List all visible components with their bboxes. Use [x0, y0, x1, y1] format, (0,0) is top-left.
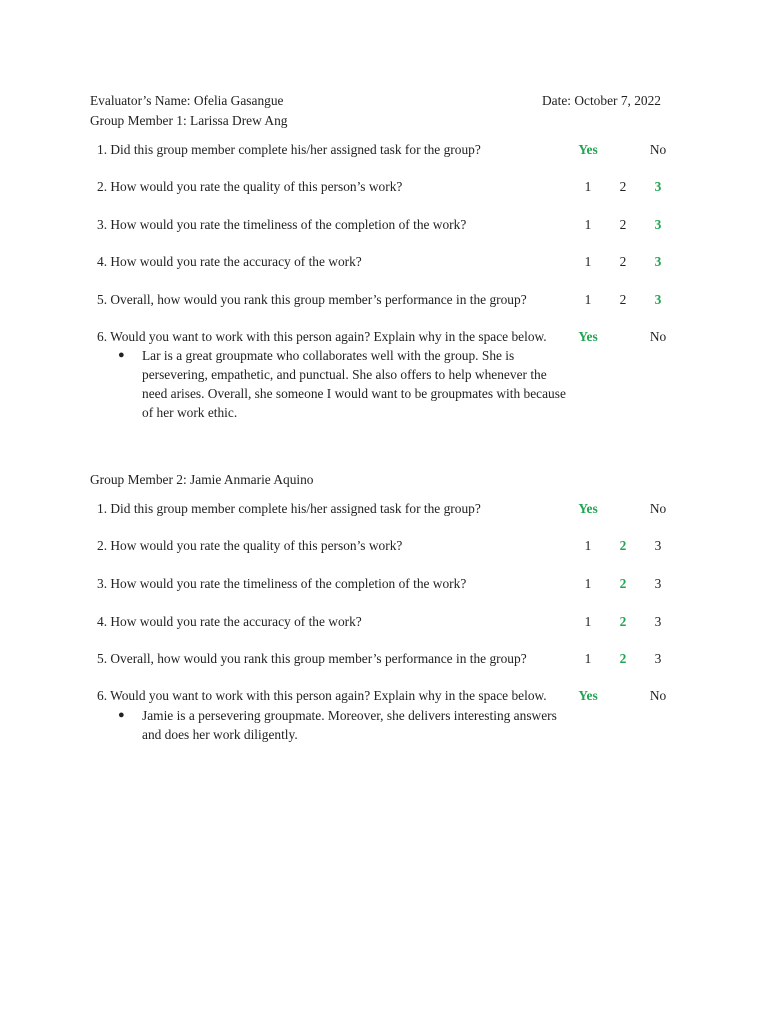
question-text: 2. How would you rate the quality of this person’s work?	[97, 179, 403, 194]
bullet-icon: ●	[118, 349, 125, 361]
member-name: Group Member 2: Jamie Anmarie Aquino	[90, 472, 314, 487]
question-text: 6. Would you want to work with this person again? Explain why in the space below.	[97, 329, 547, 344]
rating-option[interactable]: No	[649, 501, 667, 516]
comment-text: Lar is a great groupmate who collaborates well with the group. She is persevering, empathetic, and punctual. She also offers to help whenever the need arises. Overall, she someone I would want to be groupmates with because of her work ethic.	[142, 348, 566, 420]
question-text: 2. How would you rate the quality of this person’s work?	[97, 538, 403, 553]
selected-rating-option[interactable]: 3	[654, 292, 662, 307]
rating-option[interactable]: 2	[619, 179, 627, 194]
selected-rating-option[interactable]: Yes	[578, 142, 598, 157]
evaluator-name: Evaluator’s Name: Ofelia Gasangue	[90, 93, 284, 108]
selected-rating-option[interactable]: 2	[619, 614, 627, 629]
rating-option[interactable]: No	[649, 688, 667, 703]
rating-option[interactable]: 3	[654, 538, 662, 553]
rating-option[interactable]: No	[649, 142, 667, 157]
question-text: 4. How would you rate the accuracy of the work?	[97, 614, 362, 629]
question-text: 3. How would you rate the timeliness of the completion of the work?	[97, 217, 467, 232]
question-text: 1. Did this group member complete his/her assigned task for the group?	[97, 501, 481, 516]
rating-option[interactable]: 1	[584, 254, 592, 269]
question-text: 5. Overall, how would you rank this group member’s performance in the group?	[97, 292, 527, 307]
selected-rating-option[interactable]: Yes	[578, 688, 598, 703]
selected-rating-option[interactable]: 2	[619, 576, 627, 591]
rating-option[interactable]: 1	[584, 217, 592, 232]
selected-rating-option[interactable]: 3	[654, 254, 662, 269]
rating-option[interactable]: No	[649, 329, 667, 344]
rating-option[interactable]: 2	[619, 217, 627, 232]
rating-option[interactable]: 3	[654, 576, 662, 591]
evaluation-date: Date: October 7, 2022	[542, 93, 661, 108]
selected-rating-option[interactable]: 2	[619, 651, 627, 666]
rating-option[interactable]: 3	[654, 651, 662, 666]
selected-rating-option[interactable]: 2	[619, 538, 627, 553]
question-text: 3. How would you rate the timeliness of the completion of the work?	[97, 576, 467, 591]
rating-option[interactable]: 2	[619, 292, 627, 307]
rating-option[interactable]: 1	[584, 538, 592, 553]
rating-option[interactable]: 3	[654, 614, 662, 629]
question-text: 1. Did this group member complete his/her assigned task for the group?	[97, 142, 481, 157]
question-text: 6. Would you want to work with this person again? Explain why in the space below.	[97, 688, 547, 703]
bullet-icon: ●	[118, 709, 125, 721]
selected-rating-option[interactable]: Yes	[578, 329, 598, 344]
rating-option[interactable]: 2	[619, 254, 627, 269]
rating-option[interactable]: 1	[584, 179, 592, 194]
rating-option[interactable]: 1	[584, 651, 592, 666]
selected-rating-option[interactable]: Yes	[578, 501, 598, 516]
question-text: 4. How would you rate the accuracy of the work?	[97, 254, 362, 269]
member-name: Group Member 1: Larissa Drew Ang	[90, 113, 288, 128]
comment-text: Jamie is a persevering groupmate. Moreover, she delivers interesting answers and does her work diligently.	[142, 708, 557, 742]
rating-option[interactable]: 1	[584, 576, 592, 591]
rating-option[interactable]: 1	[584, 614, 592, 629]
question-text: 5. Overall, how would you rank this group member’s performance in the group?	[97, 651, 527, 666]
rating-option[interactable]: 1	[584, 292, 592, 307]
selected-rating-option[interactable]: 3	[654, 179, 662, 194]
selected-rating-option[interactable]: 3	[654, 217, 662, 232]
